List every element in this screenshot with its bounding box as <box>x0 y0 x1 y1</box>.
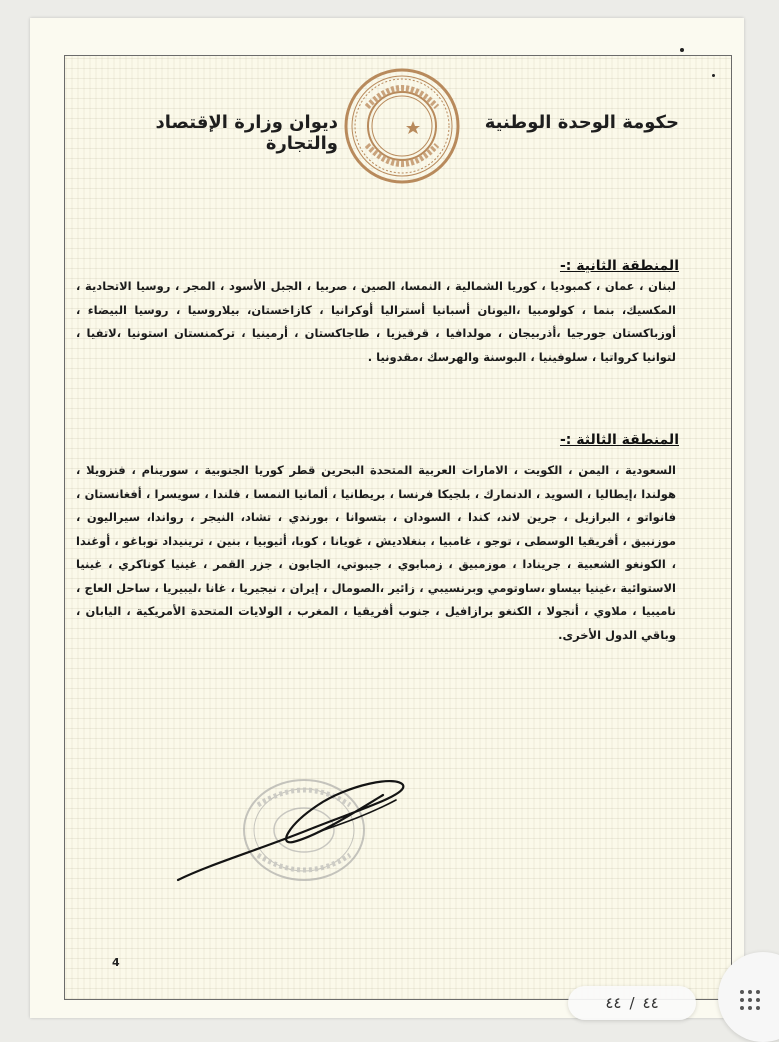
ink-dot <box>680 48 684 52</box>
libya-emblem-icon <box>343 67 461 185</box>
grid-icon[interactable] <box>740 990 762 1012</box>
zone-2-countries: لبنان ، عمان ، كمبوديا ، كوريا الشمالية ، النمسا، الصين ، صربيا ، الجبل الأسود ، المجر ، روسيا الاتحادية ، المكسيك، بنما ، كولومبيا ،اليونان أسبانيا أستراليا أوكرانيا ، كازاخستان، بيلاروسيا ، روسيا البيضاء ، أوزباكستان جورجيا ،أذربيجان ، مولدافيا ، قرقيزيا ، طاجاكستان ، أرمينيا ، تركمنستان استونيا ،لاتفيا ، لتوانيا كرواتيا ، سلوفينيا ، البوسنة والهرسك ،مقدونيا . <box>76 279 676 364</box>
signature <box>168 770 418 890</box>
zone-3-countries: السعودية ، اليمن ، الكويت ، الامارات العربية المتحدة البحرين قطر كوريا الجنوبية ، سورينام ، فنزويلا ، هولندا ،إيطاليا ، السويد ، الدنمارك ، بلجيكا فرنسا ، بريطانيا ، ألمانيا النمسا ، فلندا ، سويسرا ، أفغانستان ، فانواتو ، البرازيل ، جرين لاند، كندا ، السودان ، بتسوانا ، بورندي ، تشاد، النيجر ، رواندا، سيراليون ، موزنبيق ، أفريقيا الوسطى ، توجو ، غامبيا ، بنغلاديش ، غويانا ، كوبا، أثيوبيا ، بنين ، ترينيداد توباغو ، أوغندا ، الكونغو الشعبية ، جرينادا ، موزمبيق ، زمبابوي ، جيبوتي، الجابون ، جزر القمر ، غينيا كوناكري ، غينيا الاستوائية ،غينيا بيساو ،ساوتومي وبرنسيبي ، زائير ،الصومال ، إيران ، نيجيريا ، غانا ،ليبيريا ، ساحل العاج ، ناميبيا ، ملاوي ، أنجولا ، الكنغو برازافيل ، جنوب أفريقيا ، المغرب ، الولايات المتحدة الأمريكية ، اليابان ، وباقي الدول الأخرى. <box>76 463 676 642</box>
pager-separator: / <box>629 994 635 1012</box>
zone-3-title: المنطقة الثالثة :- <box>559 432 679 448</box>
ink-dot <box>712 74 715 77</box>
zone-2-title: المنطقة الثانية :- <box>559 258 679 274</box>
ministry-title: ديوان وزارة الإقتصاد والتجارة <box>155 112 338 154</box>
government-title: حكومة الوحدة الوطنية <box>484 112 679 133</box>
page-indicator[interactable] <box>568 986 696 1020</box>
pager-current: ٤٤ <box>642 994 659 1012</box>
page-number: 4 <box>112 956 120 969</box>
pager-total: ٤٤ <box>605 994 622 1012</box>
